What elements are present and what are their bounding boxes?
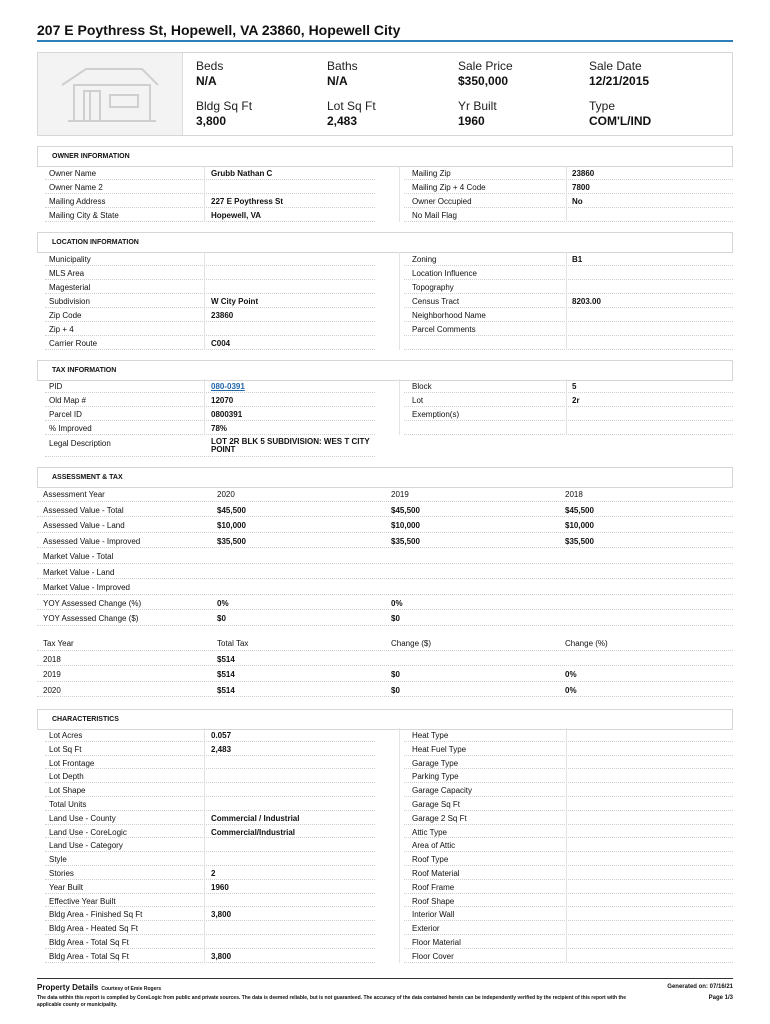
tax-row [404,421,733,435]
location-value: 23860 [211,311,234,320]
sale-date-stat [589,59,649,88]
beds-label: Beds [196,59,224,73]
assessment-label: Market Value - Improved [43,583,130,592]
location-value: W City Point [211,297,259,306]
characteristics-row [45,811,375,825]
owner-row [45,194,375,208]
assessment-row [37,486,733,502]
tax-row [45,421,375,435]
assessment-value: 0% [391,598,403,608]
tax-history-value: Total Tax [217,639,249,648]
tax-label: Lot [412,396,424,405]
characteristics-label: Garage Capacity [412,786,473,796]
tax-history-label: 2018 [43,654,61,664]
assessment-value: $10,000 [217,521,246,530]
assessment-row [37,548,733,564]
sale-price-label: Sale Price [458,59,513,73]
location-row [45,322,375,336]
footer-rule [37,978,733,979]
tax-history-value: $514 [217,685,235,695]
location-label: Neighborhood Name [412,311,486,320]
yr-built-value: 1960 [458,114,485,128]
tax-label: Exemption(s) [412,410,460,419]
characteristics-label: Garage 2 Sq Ft [412,813,467,823]
baths-stat [327,59,358,88]
location-label: Location Influence [412,269,477,278]
tax-row [404,379,733,393]
characteristics-label: Garage Sq Ft [412,800,461,809]
characteristics-row [45,756,375,770]
characteristics-row [404,756,733,770]
location-label: Census Tract [412,297,460,306]
owner-value: Grubb Nathan C [211,169,273,178]
characteristics-label: Land Use - CoreLogic [49,827,127,837]
tax-history-value: $0 [391,670,400,679]
assessment-value: $35,500 [565,536,594,546]
tax-value: 78% [211,424,228,433]
tax-row [45,379,375,393]
location-row [45,294,375,308]
tax-history-value: 0% [565,670,577,679]
owner-value: Hopewell, VA [211,211,262,220]
characteristics-label: Exterior [412,924,440,934]
owner-row [45,166,375,180]
beds-stat [196,59,223,88]
characteristics-label: Heat Fuel Type [412,744,467,754]
location-row [404,252,733,266]
owner-row [45,180,375,194]
owner-label: Mailing City & State [49,211,119,220]
owner-row [404,194,733,208]
characteristics-label: Style [49,855,67,865]
building-icon [58,63,162,125]
location-row [45,266,375,280]
yr-built-label: Yr Built [458,99,497,113]
tax-history-row [37,635,733,651]
assessment-value: $45,500 [391,505,420,515]
assessment-label: Assessed Value - Improved [43,536,141,546]
property-photo-placeholder [38,53,183,135]
tax-history-value: Change ($) [391,639,432,648]
characteristics-row [45,949,375,963]
type-stat [589,99,651,128]
tax-row [45,393,375,407]
characteristics-row [45,866,375,880]
characteristics-value: 2,483 [211,744,232,754]
assessment-row [37,579,733,595]
column-divider [204,379,205,435]
assessment-row [37,595,733,611]
column-divider [566,166,567,222]
column-divider [566,728,567,963]
characteristics-label: Lot Depth [49,772,84,782]
assessment-label: Assessed Value - Land [43,521,125,530]
sale-price-stat [458,59,513,88]
location-row [404,336,733,350]
assessment-section-heading: ASSESSMENT & TAX [37,467,733,488]
characteristics-row [404,797,733,811]
column-divider [399,728,400,963]
characteristics-label: Floor Cover [412,951,454,961]
characteristics-row [45,797,375,811]
characteristics-label: Garage Type [412,758,459,768]
characteristics-label: Lot Frontage [49,758,95,768]
location-row [404,308,733,322]
tax-history-value: $514 [217,654,235,664]
tax-history-label: Tax Year [43,639,74,648]
pid-link[interactable]: 080-0391 [211,382,245,391]
assessment-value: $0 [391,614,400,623]
tax-history-label: 2020 [43,685,61,695]
lot-sqft-stat [327,99,376,128]
location-row [404,266,733,280]
characteristics-label: Lot Sq Ft [49,744,82,754]
owner-label: Mailing Address [49,197,106,206]
characteristics-row [45,728,375,742]
page-title: 207 E Poythress St, Hopewell, VA 23860, Hopewell City [37,22,401,38]
type-value: COM'L/IND [589,114,652,128]
tax-history-row [37,651,733,667]
characteristics-row [404,783,733,797]
characteristics-section-heading: CHARACTERISTICS [37,709,733,730]
characteristics-label: Year Built [49,882,83,892]
characteristics-row [404,838,733,852]
characteristics-label: Bldg Area - Heated Sq Ft [49,924,138,934]
characteristics-row [404,866,733,880]
characteristics-row [45,894,375,908]
assessment-value: $0 [217,614,226,623]
assessment-value: 2018 [565,490,583,499]
location-value: B1 [572,255,583,264]
characteristics-value: 2 [211,869,216,878]
owner-label: Owner Name 2 [49,183,103,192]
characteristics-label: Roof Shape [412,896,455,906]
characteristics-label: Bldg Area - Total Sq Ft [49,951,129,961]
location-row [45,280,375,294]
assessment-row [37,610,733,626]
location-row [404,294,733,308]
tax-history-label: 2019 [43,670,61,679]
assessment-value: $45,500 [565,505,594,515]
tax-row [404,407,733,421]
assessment-label: Assessment Year [43,490,105,499]
owner-row [404,180,733,194]
legal-description-row [45,435,375,457]
characteristics-row [404,769,733,783]
characteristics-row [45,742,375,756]
tax-value: 5 [572,382,577,391]
characteristics-label: Roof Material [412,869,460,878]
column-divider [204,252,205,350]
owner-label: Mailing Zip [412,169,451,178]
tax-label: % Improved [49,424,92,433]
assessment-row [37,533,733,549]
characteristics-value: Commercial/Industrial [211,827,296,837]
characteristics-row [404,935,733,949]
location-label: Topography [412,283,454,292]
owner-value: 227 E Poythress St [211,197,284,206]
location-value: C004 [211,339,231,348]
characteristics-row [45,921,375,935]
characteristics-label: Total Units [49,800,87,809]
characteristics-value: 1960 [211,882,229,892]
owner-section-heading: OWNER INFORMATION [37,146,733,167]
beds-value: N/A [196,74,217,88]
assessment-label: Market Value - Land [43,567,115,577]
baths-label: Baths [327,59,358,73]
characteristics-label: Heat Type [412,731,449,740]
characteristics-row [45,880,375,894]
owner-value: No [572,197,583,206]
characteristics-label: Lot Shape [49,786,86,796]
tax-label: PID [49,382,63,391]
owner-label: Owner Name [49,169,97,178]
characteristics-label: Land Use - Category [49,841,123,851]
footer-courtesy: Courtesy of Emie Rogers [101,986,162,992]
characteristics-row [45,838,375,852]
characteristics-row [45,783,375,797]
bldg-sqft-label: Bldg Sq Ft [196,99,253,113]
location-row [404,322,733,336]
tax-history-value: Change (%) [565,639,608,648]
characteristics-row [404,880,733,894]
characteristics-row [45,852,375,866]
characteristics-value: 3,800 [211,910,232,920]
characteristics-row [404,825,733,839]
yr-built-stat [458,99,497,128]
characteristics-row [45,907,375,921]
location-row [45,308,375,322]
assessment-row [37,502,733,518]
tax-value: 0800391 [211,410,243,419]
location-row [45,252,375,266]
characteristics-label: Stories [49,869,74,878]
assessment-label: Market Value - Total [43,552,114,561]
footer-title-text: Property Details [37,983,99,992]
characteristics-value: Commercial / Industrial [211,813,300,823]
characteristics-row [404,921,733,935]
owner-label: Owner Occupied [412,197,472,206]
characteristics-row [404,949,733,963]
location-section-heading: LOCATION INFORMATION [37,232,733,253]
sale-date-label: Sale Date [589,59,642,73]
location-label: Zoning [412,255,437,264]
characteristics-label: Area of Attic [412,841,456,851]
characteristics-label: Effective Year Built [49,896,116,906]
owner-row [404,166,733,180]
location-label: Carrier Route [49,339,98,348]
location-value: 8203.00 [572,297,601,306]
disclaimer: The data within this report is compiled by CoreLogic from public and private sources. The data is deemed reliable, but is not guaranteed. The accuracy of the data contained herein can be independently verified by the recipient of this report with the applicable county or municipality. [37,995,627,1008]
tax-history-value: 0% [565,685,577,695]
location-label: Magesterial [49,283,91,292]
assessment-value: $35,500 [391,536,420,546]
page-number: Page 1/3 [708,995,733,1001]
location-label: Parcel Comments [412,325,476,334]
owner-value: 7800 [572,183,590,192]
tax-history-value: $0 [391,685,400,695]
assessment-row [37,564,733,580]
tax-value: 2r [572,396,580,405]
baths-value: N/A [327,74,348,88]
legal-description-value: LOT 2R BLK 5 SUBDIVISION: WES T CITY POINT [211,437,370,454]
sale-price-value: $350,000 [458,74,509,88]
tax-row [404,393,733,407]
location-row [45,336,375,350]
characteristics-value: 3,800 [211,951,232,961]
tax-row [45,407,375,421]
assessment-label: YOY Assessed Change ($) [43,614,139,623]
characteristics-label: Lot Acres [49,731,83,740]
owner-value: 23860 [572,169,595,178]
characteristics-row [404,894,733,908]
generated-date: Generated on: 07/16/21 [667,984,733,990]
assessment-row [37,517,733,533]
footer-title [37,983,161,992]
location-row [404,280,733,294]
tax-history-row [37,666,733,682]
characteristics-label: Attic Type [412,827,447,837]
location-label: MLS Area [49,269,85,278]
assessment-value: $45,500 [217,505,246,515]
owner-label: Mailing Zip + 4 Code [412,183,486,192]
title-rule [37,40,733,42]
tax-history-row [37,682,733,698]
characteristics-row [45,825,375,839]
lot-sqft-value: 2,483 [327,114,358,128]
sale-date-value: 12/21/2015 [589,74,650,88]
characteristics-row [404,811,733,825]
characteristics-label: Roof Type [412,855,449,865]
assessment-label: Assessed Value - Total [43,505,124,515]
column-divider [399,252,400,350]
column-divider [566,252,567,350]
owner-row [404,208,733,222]
column-divider [204,166,205,222]
tax-section-heading: TAX INFORMATION [37,360,733,381]
assessment-value: 2019 [391,490,409,499]
owner-label: No Mail Flag [412,211,457,220]
lot-sqft-label: Lot Sq Ft [327,99,376,113]
assessment-value: 2020 [217,490,235,499]
type-label: Type [589,99,616,113]
assessment-value: $35,500 [217,536,246,546]
owner-row [45,208,375,222]
location-label: Zip Code [49,311,82,320]
legal-description-label: Legal Description [49,439,111,448]
tax-label: Old Map # [49,396,86,405]
characteristics-row [404,852,733,866]
location-label: Municipality [49,255,91,264]
location-label: Subdivision [49,297,90,306]
characteristics-value: 0.057 [211,731,232,740]
tax-label: Block [412,382,432,391]
column-divider [566,379,567,435]
property-summary [37,52,733,136]
assessment-value: 0% [217,598,229,608]
characteristics-row [404,907,733,921]
column-divider [399,166,400,222]
tax-value: 12070 [211,396,234,405]
location-label: Zip + 4 [49,325,74,334]
tax-history-value: $514 [217,670,235,679]
column-divider [204,728,205,963]
bldg-sqft-stat [196,99,252,128]
characteristics-row [404,728,733,742]
characteristics-label: Interior Wall [412,910,455,920]
characteristics-label: Bldg Area - Finished Sq Ft [49,910,143,920]
characteristics-row [45,935,375,949]
column-divider [399,379,400,435]
bldg-sqft-value: 3,800 [196,114,227,128]
assessment-value: $10,000 [565,521,594,530]
tax-label: Parcel ID [49,410,82,419]
characteristics-label: Parking Type [412,772,459,782]
characteristics-label: Land Use - County [49,813,116,823]
characteristics-label: Roof Frame [412,882,455,892]
characteristics-row [45,769,375,783]
assessment-value: $10,000 [391,521,420,530]
characteristics-label: Bldg Area - Total Sq Ft [49,938,129,947]
characteristics-row [404,742,733,756]
characteristics-label: Floor Material [412,938,461,947]
assessment-label: YOY Assessed Change (%) [43,598,142,608]
